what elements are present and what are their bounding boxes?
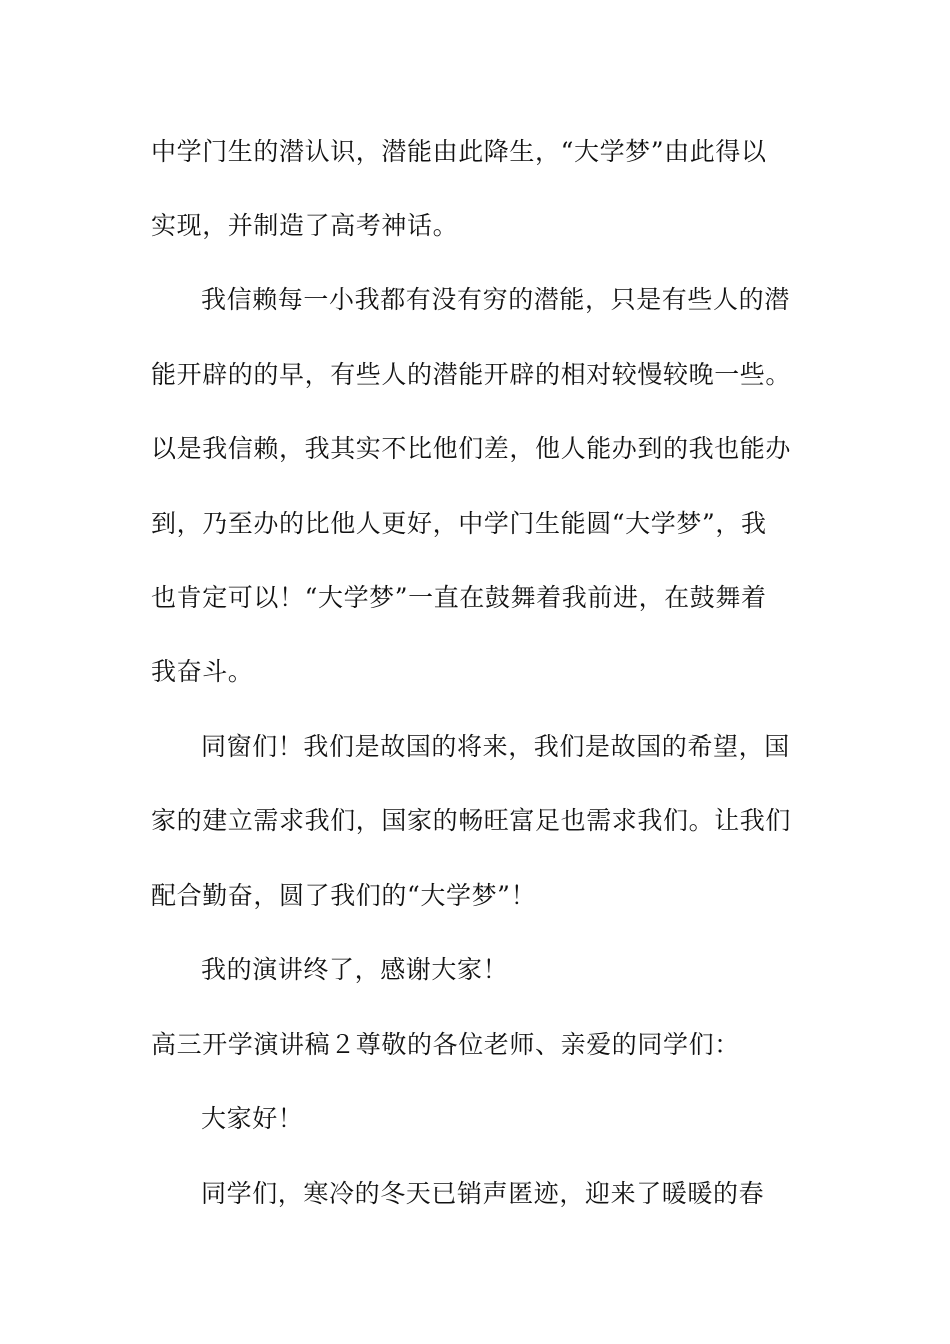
text-line: 到，乃至办的比他人更好，中学门生能圆“大学梦”，我 <box>151 509 767 538</box>
text-line: 配合勤奋，圆了我们的“大学梦”！ <box>151 881 537 910</box>
text-line: 能开辟的的早，有些人的潜能开辟的相对较慢较晚一些。 <box>151 360 792 389</box>
paragraph-start-line: 我的演讲终了，感谢大家！ <box>201 955 509 984</box>
text-line: 家的建立需求我们，国家的畅旺富足也需求我们。让我们 <box>151 806 792 835</box>
greeting-line: 大家好！ <box>201 1104 304 1133</box>
paragraph-start-line: 同窗们！我们是故国的将来，我们是故国的希望，国 <box>201 732 790 761</box>
text-line: 实现，并制造了高考神话。 <box>151 211 459 240</box>
text-line: 也肯定可以！“大学梦”一直在鼓舞着我前进，在鼓舞着 <box>151 583 767 612</box>
text-line: 中学门生的潜认识，潜能由此降生，“大学梦”由此得以 <box>151 137 767 166</box>
paragraph-start-line: 同学们，寒冷的冬天已销声匿迹，迎来了暖暖的春 <box>201 1179 765 1208</box>
text-line: 我奋斗。 <box>151 657 254 686</box>
section-heading-line: 高三开学演讲稿２尊敬的各位老师、亲爱的同学们： <box>151 1030 740 1059</box>
paragraph-start-line: 我信赖每一小我都有没有穷的潜能，只是有些人的潜 <box>201 285 790 314</box>
text-line: 以是我信赖，我其实不比他们差，他人能办到的我也能办 <box>151 434 792 463</box>
